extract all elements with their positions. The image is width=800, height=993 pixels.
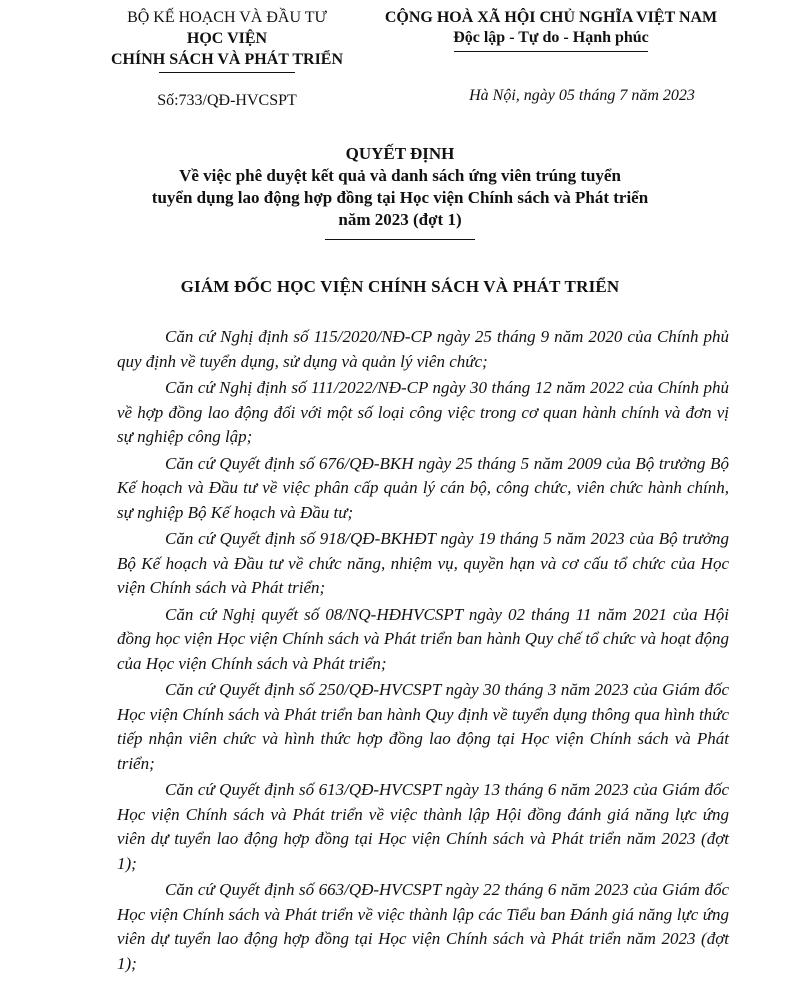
motto-underline	[454, 51, 648, 52]
ministry-name: BỘ KẾ HOẠCH VÀ ĐẦU TƯ	[127, 9, 327, 26]
legal-basis-paragraph: Căn cứ Quyết định số 663/QĐ-HVCSPT ngày 22 tháng 6 năm 2023 của Giám đốc Học viện Chính sách và Phát triển về việc thành lập các Tiểu ban Đánh giá năng lực ứng viên dự tuyển lao động hợp đồng tại Học viện Chính sách và Phát triển năm 2023 (đợt 1);	[117, 880, 729, 973]
decision-subject-line3: năm 2023 (đợt 1)	[338, 210, 462, 229]
authority-heading: GIÁM ĐỐC HỌC VIỆN CHÍNH SÁCH VÀ PHÁT TRIỂN	[180, 277, 620, 296]
institute-name-line2: CHÍNH SÁCH VÀ PHÁT TRIỂN	[110, 51, 344, 68]
agency-underline	[159, 72, 295, 73]
legal-basis-paragraph: Căn cứ Nghị quyết số 08/NQ-HĐHVCSPT ngày 02 tháng 11 năm 2021 của Hội đồng học viện Học viện Chính sách và Phát triển ban hành Quy chế tổ chức và hoạt động của Học viện Chính sách và Phát triển;	[117, 604, 729, 673]
document-date: Hà Nội, ngày 05 tháng 7 năm 2023	[469, 87, 695, 104]
national-header	[356, 8, 746, 106]
legal-basis-paragraph: Căn cứ Nghị định số 115/2020/NĐ-CP ngày 25 tháng 9 năm 2020 của Chính phủ quy định về tuyển dụng, sử dụng và quản lý viên chức;	[117, 327, 729, 371]
decision-subject-line2: tuyển dụng lao động hợp đồng tại Học viện Chính sách và Phát triển	[151, 188, 649, 207]
legal-basis-paragraph: Căn cứ Quyết định số 250/QĐ-HVCSPT ngày 30 tháng 3 năm 2023 của Giám đốc Học viện Chính sách và Phát triển ban hành Quy định về tuyển dụng thông qua hình thức tiếp nhận viên chức và hình thức hợp đồng lao động tại Học viện Chính sách và Phát triển;	[117, 680, 729, 773]
legal-basis-paragraph: Căn cứ Quyết định số 613/QĐ-HVCSPT ngày 13 tháng 6 năm 2023 của Giám đốc Học viện Chính sách và Phát triển về việc thành lập Hội đồng đánh giá năng lực ứng viên dự tuyển lao động hợp đồng tại Học viện Chính sách và Phát triển năm 2023 (đợt 1);	[117, 780, 729, 873]
legal-basis-paragraph: Căn cứ Quyết định số 676/QĐ-BKH ngày 25 tháng 5 năm 2009 của Bộ trưởng Bộ Kế hoạch và Đầu tư về việc phân cấp quản lý cán bộ, công chức, viên chức hành chính, sự nghiệp Bộ Kế hoạch và Đầu tư;	[117, 453, 729, 522]
decision-heading: QUYẾT ĐỊNH	[345, 144, 455, 163]
legal-basis-list	[117, 325, 729, 978]
issuing-agency-header	[96, 8, 358, 111]
national-motto: Độc lập - Tự do - Hạnh phúc	[453, 29, 649, 46]
title-separator	[325, 239, 475, 240]
institute-name-line1: HỌC VIỆN	[186, 30, 268, 47]
document-number: Số:733/QĐ-HVCSPT	[157, 92, 297, 109]
decision-subject-line1: Về việc phê duyệt kết quả và danh sách ứng viên trúng tuyển	[179, 166, 621, 185]
legal-basis-paragraph: Căn cứ Nghị định số 111/2022/NĐ-CP ngày 30 tháng 12 năm 2022 của Chính phủ về hợp đồng lao động đối với một số loại công việc trong cơ quan hành chính và đơn vị sự nghiệp công lập;	[117, 378, 729, 446]
nation-name: CỘNG HOÀ XÃ HỘI CHỦ NGHĨA VIỆT NAM	[384, 9, 718, 26]
legal-basis-paragraph: Căn cứ Quyết định số 918/QĐ-BKHĐT ngày 19 tháng 5 năm 2023 của Bộ trưởng Bộ Kế hoạch và Đầu tư về chức năng, nhiệm vụ, quyền hạn và cơ cấu tổ chức của Học viện Chính sách và Phát triển;	[117, 529, 729, 597]
decision-title	[60, 143, 740, 240]
